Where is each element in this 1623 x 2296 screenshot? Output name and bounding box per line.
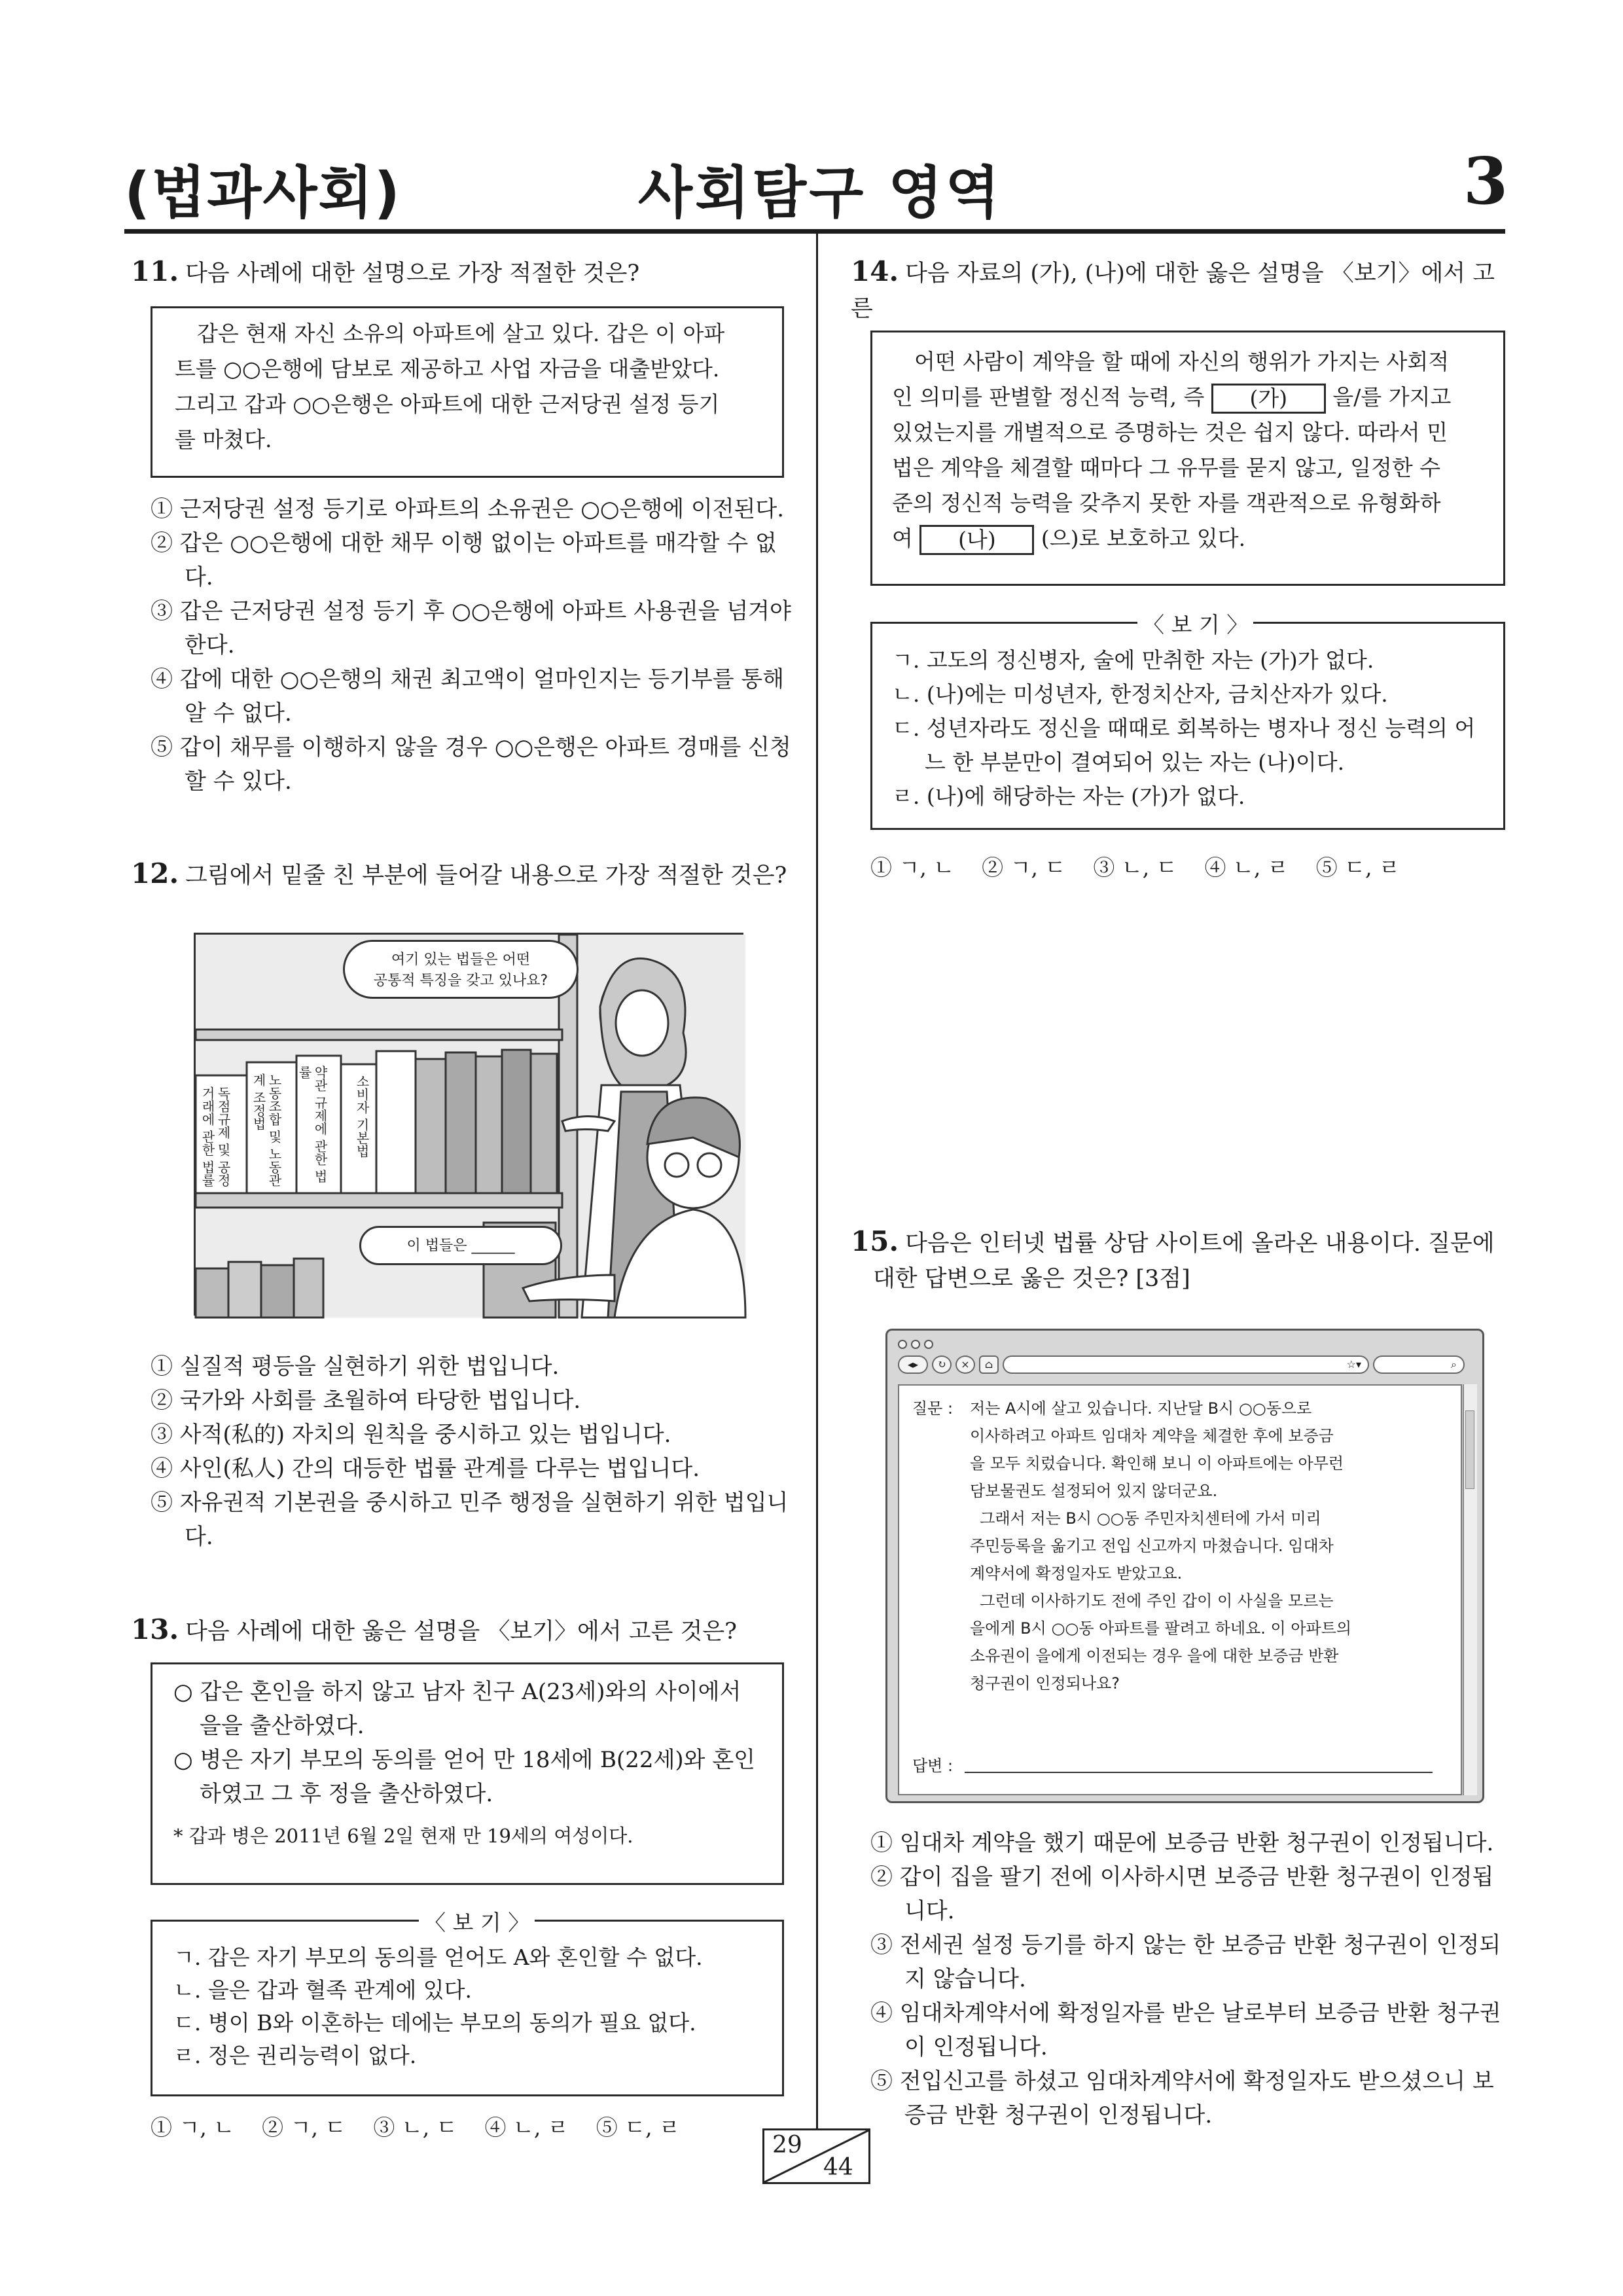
speech-line: 여기 있는 법들은 어떤 [391, 952, 531, 968]
question-body-line: 저는 A시에 살고 있습니다. 지난달 B시 ○○동으로 [970, 1399, 1312, 1418]
option-1[interactable]: ① 근저당권 설정 등기로 아파트의 소유권은 ○○은행에 이전된다. [151, 496, 785, 522]
question-body-line: 계약서에 확정일자도 받았고요. [970, 1564, 1183, 1583]
q11-passage-box [151, 306, 784, 478]
stop-icon[interactable]: × [955, 1355, 975, 1374]
subject-label: (법과사회) [124, 160, 401, 226]
question-body-line: 소유권이 을에게 이전되는 경우 을에 대한 보증금 반환 [970, 1647, 1339, 1665]
bogi-item: ㄷ. 병이 B와 이혼하는 데에는 부모의 동의가 필요 없다. [173, 2010, 696, 2036]
page-number-box [762, 2128, 870, 2184]
search-input[interactable] [1373, 1355, 1465, 1374]
search-icon[interactable]: ⌕ [1451, 1358, 1457, 1371]
book-label: 약관 규제에 관한 법률 [296, 1066, 328, 1183]
bogi-item: ㄱ. 고도의 정신병자, 술에 만취한 자는 (가)가 없다. [892, 647, 1374, 673]
option-1[interactable]: ① 실질적 평등을 실현하기 위한 법입니다. [151, 1354, 560, 1380]
close-window-icon[interactable] [898, 1340, 907, 1349]
question-number: 15. [851, 1225, 899, 1257]
bogi-title: 〈 보 기 〉 [419, 1906, 535, 1937]
total-pages: 44 [823, 2154, 853, 2181]
passage-line: 어떤 사람이 계약을 할 때에 자신의 행위가 가지는 사회적 [914, 349, 1450, 374]
passage-line: 트를 ○○은행에 담보로 제공하고 사업 자금을 대출받았다. [175, 356, 720, 382]
minimize-window-icon[interactable] [911, 1340, 920, 1349]
passage-text: 을/를 가지고 [1332, 384, 1452, 410]
option-2[interactable]: ② 국가와 사회를 초월하여 타당한 법입니다. [151, 1388, 581, 1414]
option-3[interactable]: ③ 갑은 근저당권 설정 등기 후 ○○은행에 아파트 사용권을 넘겨야 한다. [151, 598, 791, 658]
bogi-item: ㄴ. (나)에는 미성년자, 한정치산자, 금치산자가 있다. [892, 681, 1388, 707]
page-section-number: 3 [1463, 144, 1508, 219]
q11-options [151, 492, 792, 798]
passage-line: 를 마쳤다. [175, 427, 272, 452]
passage-text: 인 의미를 판별할 정신적 능력, 즉 [892, 384, 1205, 410]
blank-ga: (가) [1211, 384, 1326, 414]
maximize-window-icon[interactable] [924, 1340, 933, 1349]
bogi-item: ㄹ. (나)에 해당하는 자는 (가)가 없다. [892, 783, 1245, 809]
option-2[interactable]: ② 갑은 ○○은행에 대한 채무 이행 없이는 아파트를 매각할 수 없다. [151, 530, 777, 590]
bookmark-star-icon[interactable]: ☆▾ [1346, 1358, 1361, 1371]
address-bar[interactable] [1003, 1355, 1369, 1374]
browser-toolbar [898, 1355, 1465, 1374]
q14-answer-choices[interactable]: ① ㄱ, ㄴ ② ㄱ, ㄷ ③ ㄴ, ㄷ ④ ㄴ, ㄹ ⑤ ㄷ, ㄹ [870, 855, 1400, 880]
browser-page-content [898, 1384, 1462, 1795]
scrollbar-thumb[interactable] [1465, 1410, 1474, 1489]
home-icon[interactable]: ⌂ [979, 1355, 999, 1374]
question-15 [851, 1224, 1505, 1297]
speech-bubble-answer: 이 법들은 ______ [359, 1226, 562, 1265]
question-body-line: 을 모두 치렀습니다. 확인해 보니 이 아파트에는 아무런 [970, 1454, 1344, 1473]
speech-line: 공통적 특징을 갖고 있나요? [373, 973, 548, 989]
passage-line: 준의 정신적 능력을 갖추지 못한 자를 객관적으로 유형화하 [892, 490, 1441, 516]
question-number: 14. [851, 255, 899, 287]
question-body-line: 그런데 이사하기도 전에 주인 갑이 이 사실을 모르는 [970, 1592, 1334, 1610]
question-12 [131, 856, 812, 893]
question-text: 그림에서 밑줄 친 부분에 들어갈 내용으로 가장 적절한 것은? [185, 863, 787, 889]
bogi-item: ㄴ. 을은 갑과 혈족 관계에 있다. [173, 1977, 472, 2003]
option-4[interactable]: ④ 사인(私人) 간의 대등한 법률 관계를 다루는 법입니다. [151, 1456, 700, 1482]
window-controls [898, 1340, 933, 1349]
option-1[interactable]: ① 임대차 계약을 했기 때문에 보증금 반환 청구권이 인정됩니다. [870, 1830, 1494, 1856]
option-5[interactable]: ⑤ 갑이 채무를 이행하지 않을 경우 ○○은행은 아파트 경매를 신청할 수 있다. [151, 734, 791, 795]
question-body-line: 청구권이 인정되나요? [970, 1674, 1120, 1693]
q13-bogi-box [151, 1920, 784, 2096]
passage-line [892, 521, 1484, 556]
option-4[interactable]: ④ 갑에 대한 ○○은행의 채권 최고액이 얼마인지는 등기부를 통해 알 수 없다. [151, 666, 785, 726]
bogi-item: ㄹ. 정은 권리능력이 없다. [173, 2043, 417, 2068]
illustration-bookshelf [194, 933, 743, 1316]
question-11 [131, 254, 798, 291]
passage-text: 여 [892, 526, 913, 551]
passage-item: ○ 갑은 혼인을 하지 않고 남자 친구 A(23세)와의 사이에서 을을 출산하였다. [173, 1679, 741, 1739]
q14-passage-box [870, 331, 1505, 586]
browser-window [885, 1329, 1484, 1803]
passage-item: ○ 병은 자기 부모의 동의를 얻어 만 18세에 B(22세)와 혼인하였고 그 후 정을 출산하였다. [173, 1747, 756, 1807]
question-body-line: 이사하려고 아파트 임대차 계약을 체결한 후에 보증금 [970, 1427, 1334, 1445]
question-number: 13. [131, 1613, 179, 1645]
passage-line: 있었는지를 개별적으로 증명하는 것은 쉽지 않다. 따라서 민 [892, 420, 1448, 445]
book-label: 소비자 기본법 [354, 1075, 370, 1158]
option-2[interactable]: ② 갑이 집을 팔기 전에 이사하시면 보증금 반환 청구권이 인정됩니다. [870, 1864, 1494, 1924]
back-forward-icon[interactable]: ◂▸ [898, 1355, 928, 1374]
answer-label: 답변 : [912, 1757, 954, 1775]
option-3[interactable]: ③ 전세권 설정 등기를 하지 않는 한 보증금 반환 청구권이 인정되지 않습니다. [870, 1932, 1501, 1992]
passage-text: (으)로 보호하고 있다. [1041, 526, 1246, 551]
speech-bubble-question [343, 940, 579, 999]
question-body-line: 주민등록을 옮기고 전입 신고까지 마쳤습니다. 임대차 [970, 1537, 1334, 1555]
bogi-item: ㄷ. 성년자라도 정신을 때때로 회복하는 병자나 정신 능력의 어느 한 부분만이 결여되어 있는 자는 (나)이다. [892, 715, 1476, 775]
bogi-title: 〈 보 기 〉 [1137, 608, 1253, 639]
reload-icon[interactable]: ↻ [932, 1355, 952, 1374]
scrollbar[interactable] [1463, 1384, 1477, 1795]
question-text: 다음 사례에 대한 설명으로 가장 적절한 것은? [185, 260, 640, 287]
question-number: 11. [131, 255, 179, 287]
book-label: 노동조합 및 노동관계 조정법 [251, 1073, 282, 1187]
question-text-cont: 대한 답변으로 옳은 것은? [3점] [873, 1266, 1190, 1292]
current-page: 29 [772, 2132, 802, 2159]
option-5[interactable]: ⑤ 전입신고를 하셨고 임대차계약서에 확정일자도 받으셨으니 보증금 반환 청구권이 인정됩니다. [870, 2068, 1494, 2128]
page-title: 사회탐구 영역 [638, 160, 1003, 226]
option-5[interactable]: ⑤ 자유권적 기본권을 중시하고 민주 행정을 실현하기 위한 법입니다. [151, 1490, 789, 1550]
q13-answer-choices[interactable]: ① ㄱ, ㄴ ② ㄱ, ㄷ ③ ㄴ, ㄷ ④ ㄴ, ㄹ ⑤ ㄷ, ㄹ [151, 2115, 680, 2140]
q15-options [870, 1826, 1512, 2132]
passage-line: 법은 계약을 체결할 때마다 그 유무를 묻지 않고, 일정한 수 [892, 455, 1441, 480]
question-text: 다음 자료의 (가), (나)에 대한 옳은 설명을 〈보기〉에서 고른 [851, 260, 1495, 322]
passage-line [892, 380, 1484, 415]
question-body-line: 그래서 저는 B시 ○○동 주민자치센터에 가서 미리 [970, 1509, 1321, 1528]
question-body [970, 1395, 1448, 1697]
passage-line: 그리고 갑과 ○○은행은 아파트에 대한 근저당권 설정 등기 [175, 391, 720, 417]
blank-na: (나) [919, 525, 1034, 555]
bogi-item: ㄱ. 갑은 자기 부모의 동의를 얻어도 A와 혼인할 수 없다. [173, 1945, 703, 1970]
question-body-line: 을에게 B시 ○○동 아파트를 팔려고 하네요. 이 아파트의 [970, 1619, 1352, 1638]
book-label: 독점규제 및 공정거래에 관한 법률 [200, 1086, 231, 1187]
question-label: 질문 : [912, 1399, 954, 1418]
option-4[interactable]: ④ 임대차계약서에 확정일자를 받은 날로부터 보증금 반환 청구권이 인정됩니다. [870, 2000, 1501, 2060]
option-3[interactable]: ③ 사적(私的) 자치의 원칙을 중시하고 있는 법입니다. [151, 1422, 671, 1448]
question-text: 다음은 인터넷 법률 상담 사이트에 올라온 내용이다. 질문에 [905, 1230, 1495, 1257]
question-text: 다음 사례에 대한 옳은 설명을 〈보기〉에서 고른 것은? [185, 1619, 737, 1645]
question-number: 12. [131, 857, 179, 889]
question-body-line: 담보물권도 설정되어 있지 않더군요. [970, 1482, 1218, 1500]
question-13 [131, 1612, 812, 1649]
q12-options [151, 1350, 792, 1554]
q13-passage-box [151, 1662, 784, 1885]
q14-bogi-box [870, 622, 1505, 830]
column-divider [816, 234, 818, 2128]
passage-line: 갑은 현재 자신 소유의 아파트에 살고 있다. 갑은 이 아파 [197, 321, 725, 346]
header-rule [124, 229, 1505, 234]
answer-input-line[interactable] [965, 1772, 1433, 1773]
passage-note: * 갑과 병은 2011년 6월 2일 현재 만 19세의 여성이다. [173, 1825, 633, 1847]
